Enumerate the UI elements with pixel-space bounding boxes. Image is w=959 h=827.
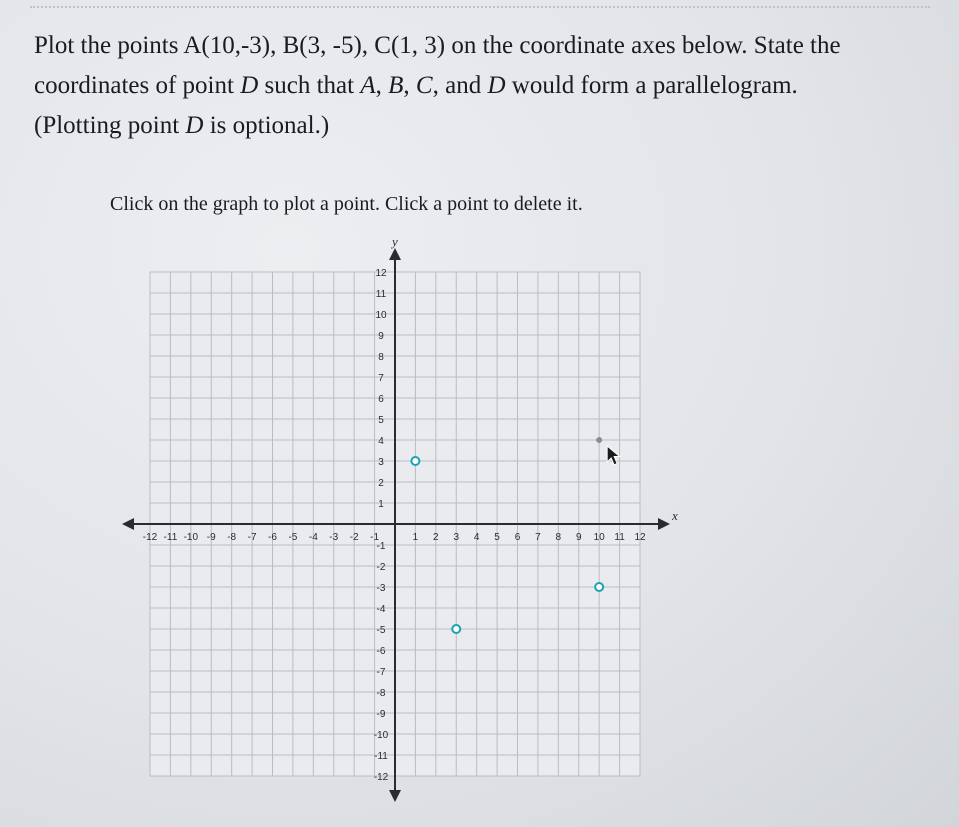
q-text: coordinates of point	[34, 72, 241, 99]
y-tick-label: 12	[375, 268, 387, 279]
var-c: C	[415, 72, 433, 99]
q-text: (Plotting point	[34, 112, 186, 139]
y-axis-label: y	[392, 234, 398, 249]
q-text: Plot the points	[34, 32, 184, 59]
y-tick-label: -3	[376, 583, 386, 594]
y-tick-label: 2	[378, 478, 384, 489]
y-tick-label: -9	[376, 709, 386, 720]
x-tick-label: -5	[288, 532, 298, 543]
y-axis-arrow-down-icon	[389, 790, 401, 802]
q-text: , and	[432, 72, 488, 99]
y-axis-arrow-up-icon	[389, 248, 401, 260]
x-tick-label: 3	[453, 532, 460, 543]
x-tick-label: -7	[247, 532, 257, 543]
y-tick-label: -10	[373, 730, 389, 741]
q-text: ,	[403, 72, 416, 99]
x-tick-label: -8	[227, 532, 237, 543]
y-tick-label: 9	[378, 331, 384, 342]
point-a-coords: A(10,-3),	[183, 32, 283, 59]
x-axis-arrow-right-icon	[658, 518, 670, 530]
x-tick-label: -11	[163, 532, 178, 543]
y-tick-label: 10	[375, 310, 387, 321]
y-tick-label: -12	[373, 772, 389, 783]
y-tick-label: -4	[376, 604, 386, 615]
plotted-point-a[interactable]	[595, 583, 603, 591]
plotted-point-c[interactable]	[411, 457, 419, 465]
x-axis-arrow-left-icon	[122, 518, 134, 530]
x-tick-label: 2	[433, 532, 439, 543]
y-tick-label: -2	[376, 562, 386, 573]
y-tick-label: -5	[376, 625, 386, 636]
x-tick-label: -12	[142, 532, 158, 543]
var-d: D	[487, 72, 506, 99]
y-tick-label: 11	[375, 289, 387, 300]
y-tick-label: 7	[378, 373, 384, 384]
var-d: D	[185, 112, 204, 139]
x-tick-label: -3	[329, 532, 339, 543]
y-tick-label: 8	[378, 352, 384, 363]
x-tick-label: -1	[370, 532, 380, 543]
y-tick-label: -7	[376, 667, 386, 678]
x-tick-label: -10	[183, 532, 199, 543]
y-tick-label: -1	[376, 541, 386, 552]
y-tick-label: 6	[378, 394, 384, 405]
var-a: A	[360, 72, 376, 99]
x-tick-label: 7	[535, 532, 541, 543]
point-b-coords: B(3, -5),	[282, 32, 375, 59]
x-tick-label: -4	[308, 532, 318, 543]
var-b: B	[388, 72, 404, 99]
var-d: D	[240, 72, 259, 99]
x-tick-label: 5	[494, 532, 500, 543]
y-tick-label: -6	[376, 646, 386, 657]
q-text: such that	[258, 72, 361, 99]
x-tick-label: 6	[514, 532, 521, 543]
x-tick-label: 9	[575, 532, 582, 543]
x-tick-label: -2	[349, 532, 359, 543]
y-tick-label: -8	[376, 688, 386, 699]
x-tick-label: 8	[555, 532, 562, 543]
q-text: ,	[375, 72, 389, 99]
point-c-coords: C(1, 3)	[374, 32, 446, 59]
x-tick-label: 1	[412, 532, 419, 543]
q-text: would form a parallelogram.	[505, 72, 798, 99]
x-tick-label: 10	[593, 532, 605, 543]
x-tick-label: -9	[206, 532, 216, 543]
q-text: on the coordinate axes below. State the	[445, 32, 841, 59]
x-tick-label: 12	[634, 532, 646, 543]
x-tick-label: 11	[614, 532, 625, 543]
graph-instructions: Click on the graph to plot a point. Click a point to delete it.	[110, 193, 583, 215]
y-tick-label: 4	[378, 436, 384, 447]
plotted-point-b[interactable]	[452, 625, 460, 633]
y-tick-label: 3	[378, 457, 384, 468]
y-tick-label: 5	[378, 415, 384, 426]
y-tick-label: -11	[374, 751, 388, 762]
hover-point-preview	[596, 437, 602, 443]
x-axis-label: x	[672, 508, 678, 523]
x-tick-label: 4	[473, 532, 480, 543]
q-text: is optional.)	[203, 112, 330, 139]
x-tick-label: -6	[268, 532, 277, 543]
y-tick-label: 1	[378, 499, 384, 510]
